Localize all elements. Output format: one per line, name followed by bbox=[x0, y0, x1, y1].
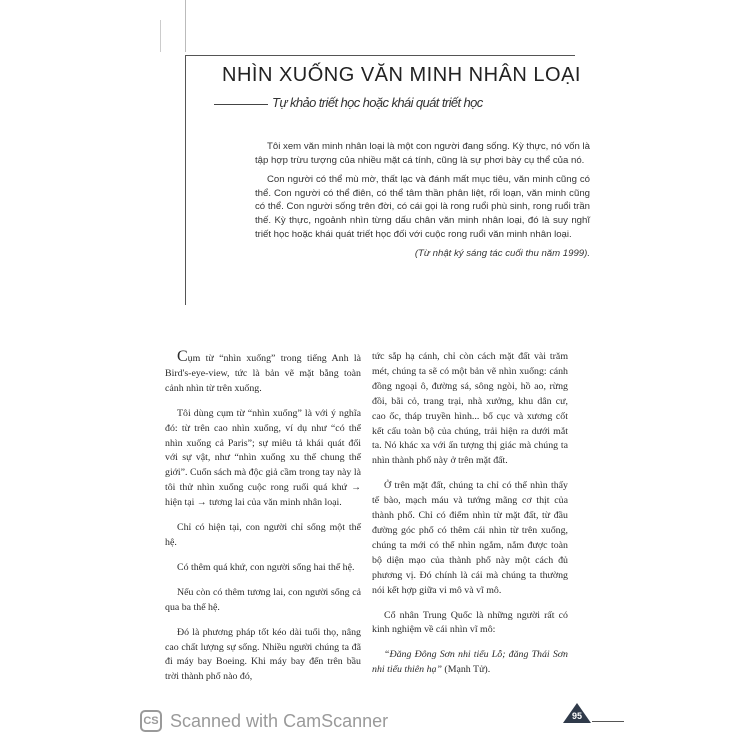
drop-cap: C bbox=[177, 348, 188, 365]
body-column-left bbox=[165, 350, 361, 695]
paragraph-text: ụm từ “nhìn xuống” trong tiếng Anh là Bird's-eye-view, tức là bản vẽ mặt bằng toàn cảnh nhìn từ trên xuống. bbox=[165, 353, 361, 394]
frame-tick bbox=[185, 0, 186, 52]
frame-tick bbox=[160, 20, 161, 52]
page-number-badge bbox=[562, 702, 592, 724]
quote-text: “Đăng Đông Sơn nhi tiểu Lỗ; đăng Thái Sơn nhi tiểu thiên hạ” bbox=[372, 649, 568, 676]
body-paragraph: Cổ nhân Trung Quốc là những người rất có kinh nghiệm về cái nhìn vĩ mô: bbox=[372, 609, 568, 636]
quote-attribution: (Mạnh Tử). bbox=[441, 664, 491, 676]
body-paragraph: Chỉ có hiện tại, con người chỉ sống một thế hệ. bbox=[165, 522, 361, 548]
intro-paragraph: Tôi xem văn minh nhân loại là một con người đang sống. Kỳ thực, nó vốn là tập hợp trừu tượng của nhiều mặt cá tính, cũng là sự phơi bày cụ thể của nó. bbox=[255, 141, 590, 166]
subtitle-rule bbox=[214, 104, 268, 105]
header-frame-left bbox=[185, 55, 186, 305]
body-paragraph: Nếu còn có thêm tương lai, con người sống cả qua ba thế hệ. bbox=[165, 586, 361, 613]
body-paragraph bbox=[165, 350, 361, 397]
body-column-right bbox=[372, 350, 568, 688]
body-paragraph: Tôi dùng cụm từ “nhìn xuống” là với ý nghĩa đó: từ trên cao nhìn xuống, ví dụ như “có thể nhìn xuống cả Paris”; sự miêu tả khái quát đối với sự vật, như “nhìn xuống xu thế chung thế giới”. Cuốn sách mà độc giả cầm trong tay này là tôi thử nhìn xuống cuộc rong ruổi quá khứ → hiện tại → tương lai của văn minh nhân loại. bbox=[165, 407, 361, 509]
intro-paragraph: Con người có thể mù mờ, thất lạc và đánh mất mục tiêu, văn minh cũng có thể. Con người có thể điên, có thể tâm thần phân liệt, rối loạn, văn minh cũng có thể. Con người sống trên đời, có cái gọi là rong ruổi phù sinh, rong ruổi trần thế. Kỳ thực, ngoảnh nhìn từng dấu chân văn minh nhân loại, đó là suy nghĩ triết học hoặc khái quát triết học đối với cuộc rong ruổi văn minh nhân loại. bbox=[255, 174, 590, 240]
intro-source: (Từ nhật ký sáng tác cuối thu năm 1999). bbox=[414, 248, 590, 260]
body-paragraph: tức sắp hạ cánh, chỉ còn cách mặt đất vài trăm mét, chúng ta sẽ có một bản vẽ nhìn xuống: cánh đồng ngoại ô, đường sá, sông ngòi, hồ ao, rừng đồi, bãi cỏ, trang trại, nhà xưởng, khu dân cư, cao ốc, tháp truyền hình... bố cục và xương cốt kết cấu toàn bộ của chúng, trải hiện ra dưới mắt ta. Nó khác xa với ấn tượng thị giác mà chúng ta nhìn thành phố này ở trên mặt đất. bbox=[372, 351, 568, 467]
page-number: 95 bbox=[571, 711, 582, 721]
body-paragraph: Đó là phương pháp tốt kéo dài tuổi thọ, nâng cao chất lượng sự sống. Nhiều người chúng ta đã đi máy bay Boeing. Khi máy bay đến trên bầu trời thành phố nào đó, bbox=[165, 626, 361, 683]
body-paragraph: Ở trên mặt đất, chúng ta chỉ có thể nhìn thấy tế bào, mạch máu và tướng mãng cơ thịt của thành phố. Chỉ có điểm nhìn từ mặt đất, từ đầu đường góc phố có thêm cái nhìn từ trên xuống, chúng ta mới có thể nhìn ngắm, nắm được toàn bộ diện mạo của thành phố này một cách đủ phương vị. Đó chính là cái mà chúng ta thường nói kết hợp giữa vi mô và vĩ mô. bbox=[372, 480, 568, 596]
chapter-subtitle: Tự khảo triết học hoặc khái quát triết học bbox=[272, 95, 483, 110]
footer-rule bbox=[592, 721, 624, 722]
header-frame-top bbox=[185, 55, 575, 56]
chapter-title: NHÌN XUỐNG VĂN MINH NHÂN LOẠI bbox=[222, 64, 581, 86]
scanner-watermark bbox=[140, 710, 388, 732]
watermark-text: Scanned with CamScanner bbox=[170, 710, 389, 731]
camscanner-logo-icon: CS bbox=[140, 710, 162, 732]
body-paragraph: Có thêm quá khứ, con người sống hai thế hệ. bbox=[177, 561, 355, 573]
body-paragraph bbox=[372, 648, 568, 678]
intro-block bbox=[255, 140, 590, 267]
